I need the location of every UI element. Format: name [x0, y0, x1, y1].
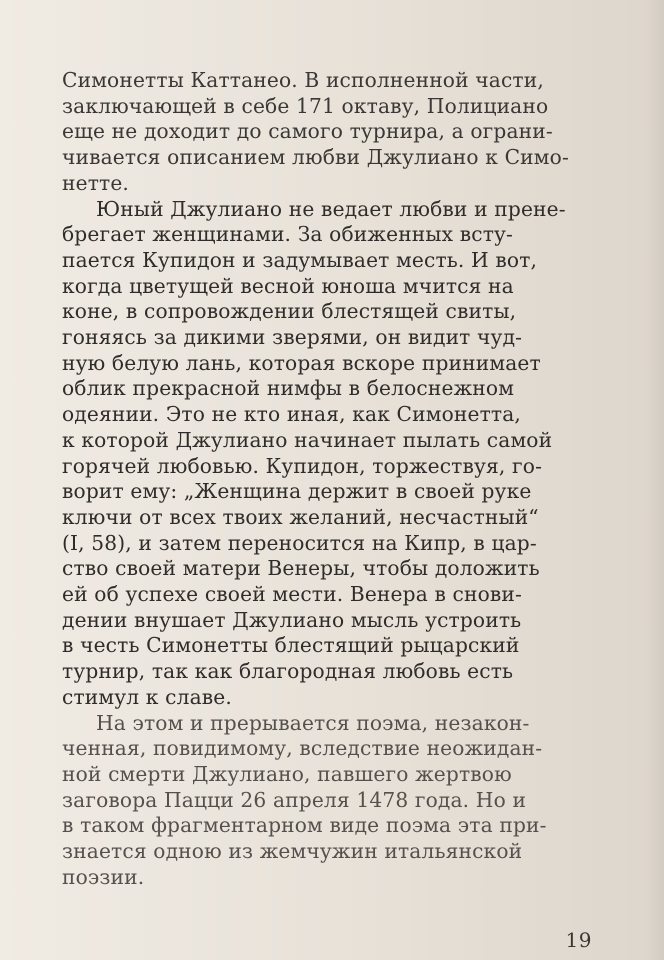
body-text [62, 68, 592, 891]
paragraph-3 [62, 711, 592, 891]
paragraph-line: дении внушает Джулиано мысль устроить [62, 607, 522, 632]
paragraph-line: когда цветущей весной юноша мчится на [62, 273, 514, 298]
paragraph-line: ную белую лань, которая вскоре принимает [62, 350, 541, 375]
paragraph-line: заключающей в себе 171 октаву, Полициано [62, 93, 549, 118]
paragraph-line: одеянии. Это не кто иная, как Симонетта, [62, 402, 521, 427]
paragraph-line: в честь Симонетты блестящий рыцарский [62, 633, 520, 658]
paragraph-line: в таком фрагментарном виде поэма эта при- [62, 813, 547, 838]
paragraph-line: ей об успехе своей мести. Венера в снови- [62, 582, 522, 607]
paragraph-line: поэзии. [62, 864, 145, 889]
paragraph-line: заговора Пацци 26 апреля 1478 года. Но и [62, 787, 527, 812]
paragraph-line: гоняясь за дикими зверями, он видит чуд- [62, 325, 523, 350]
paragraph-line: На этом и прерывается поэма, незакон- [96, 710, 530, 735]
paragraph-2 [62, 197, 592, 711]
paragraph-line: Симонетты Каттанео. В исполненной части, [62, 68, 544, 92]
page-number: 19 [565, 928, 592, 952]
paragraph-line: стимул к славе. [62, 684, 232, 709]
paragraph-line: к которой Джулиано начинает пылать самой [62, 427, 553, 452]
paragraph-line: турнир, так как благородная любовь есть [62, 659, 514, 684]
paragraph-line: еще не доходит до самого турнира, а ограни- [62, 119, 553, 144]
paragraph-line: пается Купидон и задумывает месть. И вот, [62, 247, 538, 272]
paragraph-line: горячей любовью. Купидон, торжествуя, го- [62, 453, 543, 478]
paragraph-line: облик прекрасной нимфы в белоснежном [62, 376, 515, 401]
paragraph-line: Юный Джулиано не ведает любви и прене- [96, 196, 566, 221]
paragraph-line: нетте. [62, 170, 130, 195]
paragraph-1 [62, 68, 592, 197]
paragraph-line: ключи от всех твоих желаний, несчастный“ [62, 504, 539, 529]
paragraph-line: коне, в сопровождении блестящей свиты, [62, 299, 517, 324]
paragraph-line: ворит ему: „Женщина держит в своей руке [62, 479, 532, 504]
paragraph-line: знается одною из жемчужин итальянской [62, 839, 523, 864]
paragraph-line: ство своей матери Венеры, чтобы доложить [62, 556, 540, 581]
paragraph-line: ной смерти Джулиано, павшего жертвою [62, 761, 512, 786]
paragraph-line: ченная, повидимому, вследствие неожидан- [62, 736, 543, 761]
paragraph-line: чивается описанием любви Джулиано к Симо- [62, 145, 569, 170]
paragraph-line: брегает женщинами. За обиженных всту- [62, 222, 514, 247]
paragraph-line: (I, 58), и затем переносится на Кипр, в цар- [62, 530, 537, 555]
